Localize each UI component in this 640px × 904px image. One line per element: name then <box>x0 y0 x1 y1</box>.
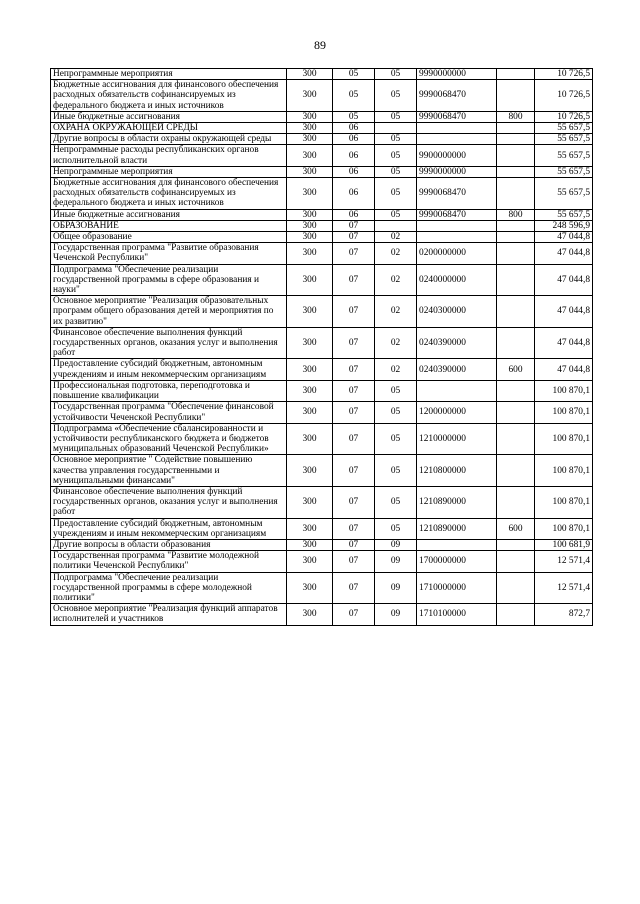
row-subsection-code: 05 <box>375 455 417 487</box>
row-expense-type-code <box>497 572 535 604</box>
row-section-code: 07 <box>333 518 375 539</box>
table-row <box>51 604 593 625</box>
row-section-code: 07 <box>333 402 375 423</box>
row-ministry-code: 300 <box>287 380 333 401</box>
row-expense-type-code <box>497 264 535 296</box>
row-subsection-code: 05 <box>375 518 417 539</box>
table-row <box>51 551 593 572</box>
row-amount: 47 044,8 <box>535 296 593 328</box>
row-target-article-code: 0240300000 <box>417 296 497 328</box>
row-target-article-code <box>417 539 497 550</box>
row-expense-type-code <box>497 296 535 328</box>
row-name: Предоставление субсидий бюджетным, автономным учреждениям и иным некоммерческим организациям <box>51 359 287 380</box>
row-name: Предоставление субсидий бюджетным, автономным учреждениям и иным некоммерческим организациям <box>51 518 287 539</box>
row-name: Основное мероприятие " Содействие повышению качества управления государственными и муниципальными финансами" <box>51 455 287 487</box>
row-target-article-code: 0240390000 <box>417 359 497 380</box>
row-amount: 248 596,9 <box>535 220 593 231</box>
table-row <box>51 264 593 296</box>
table-row <box>51 145 593 166</box>
row-amount: 100 870,1 <box>535 455 593 487</box>
row-amount: 55 657,5 <box>535 178 593 210</box>
row-subsection-code: 02 <box>375 232 417 243</box>
row-target-article-code <box>417 123 497 134</box>
row-name: Иные бюджетные ассигнования <box>51 111 287 122</box>
row-name: Государственная программа "Развитие образования Чеченской Республики" <box>51 243 287 264</box>
row-section-code: 07 <box>333 604 375 625</box>
row-section-code: 07 <box>333 220 375 231</box>
row-expense-type-code <box>497 134 535 145</box>
row-name: Государственная программа "Обеспечение финансовой устойчивости Чеченской Республики" <box>51 402 287 423</box>
row-name: Финансовое обеспечение выполнения функций государственных органов, оказания услуг и выполнения работ <box>51 327 287 359</box>
row-expense-type-code <box>497 327 535 359</box>
row-expense-type-code <box>497 604 535 625</box>
row-name: Профессиональная подготовка, переподготовка и повышение квалификации <box>51 380 287 401</box>
table-row <box>51 572 593 604</box>
row-ministry-code: 300 <box>287 539 333 550</box>
table-row <box>51 359 593 380</box>
row-subsection-code: 05 <box>375 486 417 518</box>
row-target-article-code <box>417 380 497 401</box>
row-expense-type-code <box>497 455 535 487</box>
row-amount: 55 657,5 <box>535 145 593 166</box>
row-ministry-code: 300 <box>287 178 333 210</box>
row-subsection-code: 09 <box>375 604 417 625</box>
table-row <box>51 80 593 112</box>
row-expense-type-code <box>497 123 535 134</box>
row-ministry-code: 300 <box>287 220 333 231</box>
table-row <box>51 134 593 145</box>
row-expense-type-code <box>497 145 535 166</box>
row-section-code: 05 <box>333 111 375 122</box>
table-row <box>51 539 593 550</box>
row-expense-type-code <box>497 243 535 264</box>
row-section-code: 07 <box>333 359 375 380</box>
row-section-code: 07 <box>333 264 375 296</box>
row-name: Непрограммные расходы республиканских органов исполнительной власти <box>51 145 287 166</box>
table-row <box>51 69 593 80</box>
row-expense-type-code <box>497 551 535 572</box>
row-section-code: 07 <box>333 232 375 243</box>
row-section-code: 06 <box>333 134 375 145</box>
row-name: Основное мероприятие "Реализация образовательных программ общего образования детей и мероприятия по их развитию" <box>51 296 287 328</box>
row-ministry-code: 300 <box>287 69 333 80</box>
row-target-article-code: 9990068470 <box>417 209 497 220</box>
row-name: Бюджетные ассигнования для финансового обеспечения расходных обязательств софинансируемых из федерального бюджета и иных источников <box>51 178 287 210</box>
page-number: 89 <box>314 38 326 52</box>
row-ministry-code: 300 <box>287 111 333 122</box>
row-expense-type-code: 600 <box>497 518 535 539</box>
row-section-code: 07 <box>333 380 375 401</box>
row-ministry-code: 300 <box>287 572 333 604</box>
row-amount: 55 657,5 <box>535 123 593 134</box>
row-ministry-code: 300 <box>287 551 333 572</box>
row-section-code: 07 <box>333 243 375 264</box>
table-row <box>51 518 593 539</box>
row-subsection-code: 05 <box>375 69 417 80</box>
row-target-article-code: 0240390000 <box>417 327 497 359</box>
table-row <box>51 178 593 210</box>
row-subsection-code: 05 <box>375 178 417 210</box>
row-section-code: 05 <box>333 80 375 112</box>
row-ministry-code: 300 <box>287 264 333 296</box>
row-subsection-code: 05 <box>375 166 417 177</box>
row-amount: 12 571,4 <box>535 572 593 604</box>
row-amount: 10 726,5 <box>535 111 593 122</box>
row-amount: 100 870,1 <box>535 380 593 401</box>
row-expense-type-code <box>497 539 535 550</box>
row-target-article-code <box>417 220 497 231</box>
row-target-article-code: 9990000000 <box>417 69 497 80</box>
row-section-code: 06 <box>333 145 375 166</box>
row-ministry-code: 300 <box>287 166 333 177</box>
row-target-article-code: 9990068470 <box>417 80 497 112</box>
row-amount: 872,7 <box>535 604 593 625</box>
row-subsection-code: 09 <box>375 572 417 604</box>
row-amount: 100 870,1 <box>535 402 593 423</box>
row-subsection-code: 02 <box>375 296 417 328</box>
row-name: Бюджетные ассигнования для финансового обеспечения расходных обязательств софинансируемых из федерального бюджета и иных источников <box>51 80 287 112</box>
row-name: Непрограммные мероприятия <box>51 69 287 80</box>
table-row <box>51 209 593 220</box>
table-row <box>51 243 593 264</box>
row-section-code: 07 <box>333 455 375 487</box>
budget-table <box>50 68 593 626</box>
row-subsection-code: 05 <box>375 80 417 112</box>
row-amount: 100 870,1 <box>535 486 593 518</box>
row-expense-type-code <box>497 178 535 210</box>
row-name: Подпрограмма "Обеспечение реализации государственной программы в сфере образования и науки" <box>51 264 287 296</box>
row-target-article-code: 1200000000 <box>417 402 497 423</box>
row-name: Подпрограмма «Обеспечение сбалансированности и устойчивости республиканского бюджета и бюджетов муниципальных образований Чеченской Республики» <box>51 423 287 455</box>
row-ministry-code: 300 <box>287 80 333 112</box>
table-row <box>51 220 593 231</box>
row-target-article-code <box>417 232 497 243</box>
row-ministry-code: 300 <box>287 423 333 455</box>
row-ministry-code: 300 <box>287 145 333 166</box>
row-target-article-code <box>417 134 497 145</box>
row-subsection-code: 02 <box>375 359 417 380</box>
row-amount: 55 657,5 <box>535 134 593 145</box>
row-subsection-code <box>375 220 417 231</box>
row-ministry-code: 300 <box>287 604 333 625</box>
table-row <box>51 486 593 518</box>
row-target-article-code: 1710000000 <box>417 572 497 604</box>
row-expense-type-code: 600 <box>497 359 535 380</box>
row-amount: 100 870,1 <box>535 423 593 455</box>
table-row <box>51 380 593 401</box>
row-name: Финансовое обеспечение выполнения функций государственных органов, оказания услуг и выполнения работ <box>51 486 287 518</box>
row-name: Основное мероприятие "Реализация функций аппаратов исполнителей и участников <box>51 604 287 625</box>
row-target-article-code: 1210000000 <box>417 423 497 455</box>
row-section-code: 06 <box>333 209 375 220</box>
row-amount: 55 657,5 <box>535 166 593 177</box>
row-name: Государственная программа "Развитие молодежной политики Чеченской Республики" <box>51 551 287 572</box>
table-row <box>51 296 593 328</box>
row-section-code: 06 <box>333 178 375 210</box>
row-target-article-code: 1210890000 <box>417 486 497 518</box>
row-ministry-code: 300 <box>287 232 333 243</box>
row-subsection-code: 09 <box>375 551 417 572</box>
row-subsection-code: 02 <box>375 264 417 296</box>
row-target-article-code: 9990068470 <box>417 111 497 122</box>
row-subsection-code: 02 <box>375 327 417 359</box>
row-name: ОБРАЗОВАНИЕ <box>51 220 287 231</box>
row-amount: 12 571,4 <box>535 551 593 572</box>
row-section-code: 07 <box>333 539 375 550</box>
row-name: Другие вопросы в области охраны окружающей среды <box>51 134 287 145</box>
row-target-article-code: 9990068470 <box>417 178 497 210</box>
row-subsection-code <box>375 123 417 134</box>
row-expense-type-code <box>497 69 535 80</box>
row-name: Подпрограмма "Обеспечение реализации государственной программы в сфере молодежной политики" <box>51 572 287 604</box>
row-target-article-code: 1710100000 <box>417 604 497 625</box>
row-target-article-code: 1700000000 <box>417 551 497 572</box>
row-amount: 47 044,8 <box>535 359 593 380</box>
row-name: Общее образование <box>51 232 287 243</box>
row-section-code: 07 <box>333 551 375 572</box>
row-subsection-code: 09 <box>375 539 417 550</box>
row-subsection-code: 05 <box>375 111 417 122</box>
row-section-code: 05 <box>333 69 375 80</box>
row-expense-type-code <box>497 220 535 231</box>
row-section-code: 07 <box>333 486 375 518</box>
row-target-article-code: 0200000000 <box>417 243 497 264</box>
row-section-code: 07 <box>333 327 375 359</box>
row-amount: 10 726,5 <box>535 80 593 112</box>
row-amount: 100 870,1 <box>535 518 593 539</box>
row-section-code: 07 <box>333 572 375 604</box>
row-amount: 100 681,9 <box>535 539 593 550</box>
row-ministry-code: 300 <box>287 134 333 145</box>
row-target-article-code: 1210890000 <box>417 518 497 539</box>
row-target-article-code: 1210800000 <box>417 455 497 487</box>
row-amount: 47 044,8 <box>535 232 593 243</box>
row-expense-type-code: 800 <box>497 111 535 122</box>
row-ministry-code: 300 <box>287 518 333 539</box>
row-ministry-code: 300 <box>287 209 333 220</box>
row-subsection-code: 05 <box>375 134 417 145</box>
row-ministry-code: 300 <box>287 296 333 328</box>
row-section-code: 06 <box>333 123 375 134</box>
row-section-code: 07 <box>333 296 375 328</box>
row-ministry-code: 300 <box>287 455 333 487</box>
row-amount: 47 044,8 <box>535 243 593 264</box>
table-row <box>51 232 593 243</box>
row-name: Другие вопросы в области образования <box>51 539 287 550</box>
table-row <box>51 423 593 455</box>
row-name: Непрограммные мероприятия <box>51 166 287 177</box>
row-subsection-code: 05 <box>375 380 417 401</box>
table-row <box>51 166 593 177</box>
row-expense-type-code <box>497 166 535 177</box>
table-row <box>51 455 593 487</box>
row-subsection-code: 05 <box>375 145 417 166</box>
row-amount: 10 726,5 <box>535 69 593 80</box>
row-name: ОХРАНА ОКРУЖАЮЩЕЙ СРЕДЫ <box>51 123 287 134</box>
row-expense-type-code <box>497 423 535 455</box>
row-subsection-code: 05 <box>375 423 417 455</box>
row-section-code: 07 <box>333 423 375 455</box>
row-target-article-code: 9900000000 <box>417 145 497 166</box>
row-expense-type-code <box>497 80 535 112</box>
row-ministry-code: 300 <box>287 402 333 423</box>
row-subsection-code: 05 <box>375 402 417 423</box>
table-row <box>51 123 593 134</box>
row-ministry-code: 300 <box>287 327 333 359</box>
row-ministry-code: 300 <box>287 359 333 380</box>
row-name: Иные бюджетные ассигнования <box>51 209 287 220</box>
row-ministry-code: 300 <box>287 123 333 134</box>
row-ministry-code: 300 <box>287 243 333 264</box>
row-subsection-code: 02 <box>375 243 417 264</box>
row-expense-type-code: 800 <box>497 209 535 220</box>
table-row <box>51 111 593 122</box>
row-target-article-code: 9990000000 <box>417 166 497 177</box>
row-amount: 55 657,5 <box>535 209 593 220</box>
table-row <box>51 327 593 359</box>
row-target-article-code: 0240000000 <box>417 264 497 296</box>
row-amount: 47 044,8 <box>535 264 593 296</box>
row-ministry-code: 300 <box>287 486 333 518</box>
row-amount: 47 044,8 <box>535 327 593 359</box>
row-expense-type-code <box>497 232 535 243</box>
row-section-code: 06 <box>333 166 375 177</box>
row-expense-type-code <box>497 402 535 423</box>
table-row <box>51 402 593 423</box>
row-subsection-code: 05 <box>375 209 417 220</box>
row-expense-type-code <box>497 380 535 401</box>
row-expense-type-code <box>497 486 535 518</box>
